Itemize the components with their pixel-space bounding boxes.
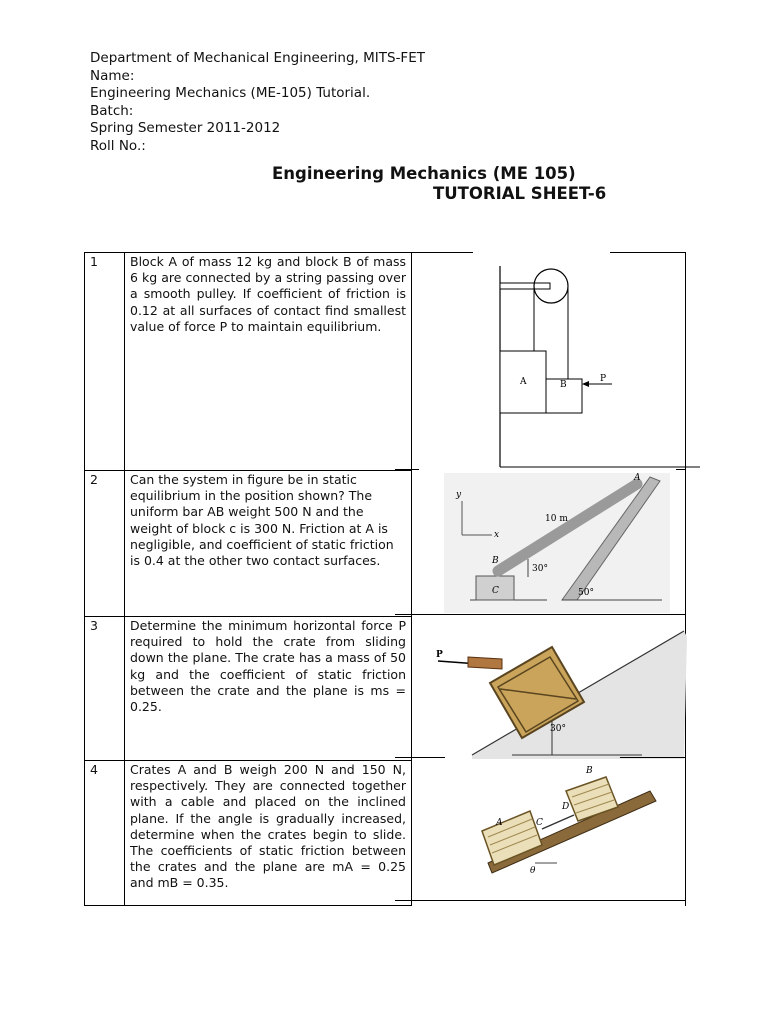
axis-x-label: x <box>494 529 500 540</box>
block-b-label: B <box>560 379 567 390</box>
problem-row-3 <box>85 617 686 761</box>
name-line: Name: <box>90 67 135 84</box>
problem-row-2 <box>85 471 686 617</box>
point-c-label: C <box>536 817 543 828</box>
row-border <box>395 469 419 470</box>
problem-text: Block A of mass 12 kg and block B of mass 6 kg are connected by a string passing over a smooth pulley. If coefficient of friction is 0.12 at all surfaces of contact find smallest value of force P to maintain equilibrium. <box>125 253 412 471</box>
batch-line: Batch: <box>90 102 134 119</box>
incline-angle-label: 30° <box>550 723 566 734</box>
bar-angle-label: 30° <box>532 563 548 574</box>
problems-table <box>84 252 686 906</box>
row-border <box>395 614 686 615</box>
force-p-label: P <box>436 649 443 660</box>
problem-figure-crates <box>412 761 686 906</box>
department-line: Department of Mechanical Engineering, MITS-FET <box>90 50 425 66</box>
problem-figure-crate <box>412 617 686 761</box>
problem-text: Crates A and B weigh 200 N and 150 N, respectively. They are connected together with a cable and placed on the inclined plane. If the angle is gradually increased, determine when the crates begin to slide. The coefficients of static friction between the crates and the plane are mA = 0.25 and mB = 0.35. <box>125 761 412 906</box>
row-border <box>676 469 686 470</box>
sheet-title: Engineering Mechanics (ME 105) <box>272 164 576 183</box>
problem-text: Determine the minimum horizontal force P required to hold the crate from sliding down the plane. The crate has a mass of 50 kg and the coefficient of static friction between the crate and the plane is ms = 0.25. <box>125 617 412 761</box>
row-border <box>620 757 686 758</box>
sheet-subtitle: TUTORIAL SHEET-6 <box>433 184 607 203</box>
problem-number: 2 <box>85 471 125 617</box>
problem-number: 1 <box>85 253 125 471</box>
block-c-label: C <box>492 585 499 596</box>
roll-line: Roll No.: <box>90 137 146 154</box>
row-border-top <box>610 252 686 253</box>
point-d-label: D <box>562 801 570 812</box>
axis-y-label: y <box>456 489 462 500</box>
point-a-label: A <box>634 472 641 483</box>
problem-row-1 <box>85 253 686 471</box>
problem-figure-bar <box>412 471 686 617</box>
crate-b-label: B <box>586 765 593 776</box>
theta-label: θ <box>530 865 536 876</box>
row-border-top <box>395 252 473 253</box>
course-line: Engineering Mechanics (ME-105) Tutorial. <box>90 85 371 101</box>
document-header <box>90 50 425 155</box>
block-a-label: A <box>520 376 527 387</box>
problem-number: 4 <box>85 761 125 906</box>
semester-line: Spring Semester 2011-2012 <box>90 120 281 136</box>
problem-number: 3 <box>85 617 125 761</box>
row-border <box>395 757 445 758</box>
bar-length-label: 10 m <box>545 513 568 524</box>
crate-a-label: A <box>496 817 503 828</box>
problem-figure-pulley <box>412 253 686 471</box>
force-p-label: P <box>600 373 607 384</box>
incline-angle-label: 50° <box>578 587 594 598</box>
point-b-label: B <box>492 555 499 566</box>
problem-text: Can the system in figure be in static equilibrium in the position shown? The uniform bar AB weight 500 N and the weight of block c is 300 N. Friction at A is negligible, and coefficient of static friction is 0.4 at the other two contact surfaces. <box>125 471 412 617</box>
problem-row-4 <box>85 761 686 906</box>
row-border-bottom <box>395 900 686 901</box>
